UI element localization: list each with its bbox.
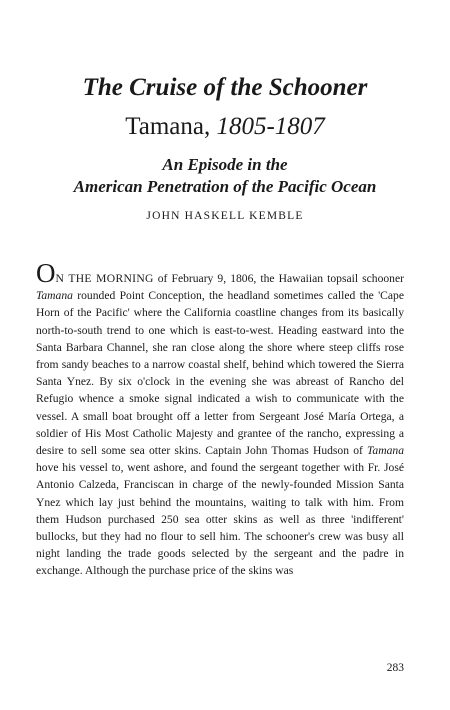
article-title: The Cruise of the Schooner <box>82 74 368 101</box>
vessel-name-italic: Tamana <box>36 289 73 303</box>
title-years: 1805-1807 <box>216 113 325 140</box>
body-text-segment: of February 9, 1806, the Hawaiian topsail schooner <box>153 272 404 285</box>
body-text-segment: rounded Point Conception, the headland sometimes called the 'Cape Horn of the Pacific' where the California coastline changes from its basically north-to-south trend to one which is east-to-west. Heading eastward into the Santa Barbara Channel, she ran close along the shore where steep cliffs rose from sandy beaches to a narrow coastal shelf, behind which towered the Sierra Santa Ynez. By six o'clock in the evening she was abreast of Rancho del Refugio whence a smoke signal indicated a wish to communicate with the vessel. A small boat brought off a letter from Sergeant José María Ortega, a soldier of His Most Catholic Majesty and grantee of the rancho, expressing a desire to sell some sea otter skins. Captain John Thomas Hudson of <box>36 289 404 458</box>
author-name: JOHN HASKELL KEMBLE <box>146 210 304 222</box>
body-paragraph <box>36 258 404 580</box>
page-number: 283 <box>386 662 404 674</box>
body-text-segment: hove his vessel to, went ashore, and found the sergeant together with Fr. José Antonio Calzeda, Franciscan in charge of the newly-founded Mission Santa Ynez which lay just behind the mountains, waiting to talk with him. From them Hudson purchased 250 sea otter skins as well as three 'indifferent' bullocks, but they had no flour to sell him. The schooner's crew was busy all night landing the trade goods selected by the sergeant and the padre in exchange. Although the purchase price of the skins was <box>36 461 404 578</box>
article-subtitle-line-2: American Penetration of the Pacific Ocean <box>73 177 377 196</box>
drop-cap: O <box>36 258 56 288</box>
vessel-name-italic: Tamana <box>367 444 404 458</box>
vessel-name: Tamana, <box>125 113 211 140</box>
article-title-line-2 <box>0 113 450 141</box>
article-subtitle: An Episode in the <box>162 155 288 174</box>
opening-small-caps: N THE MORNING <box>55 272 154 285</box>
